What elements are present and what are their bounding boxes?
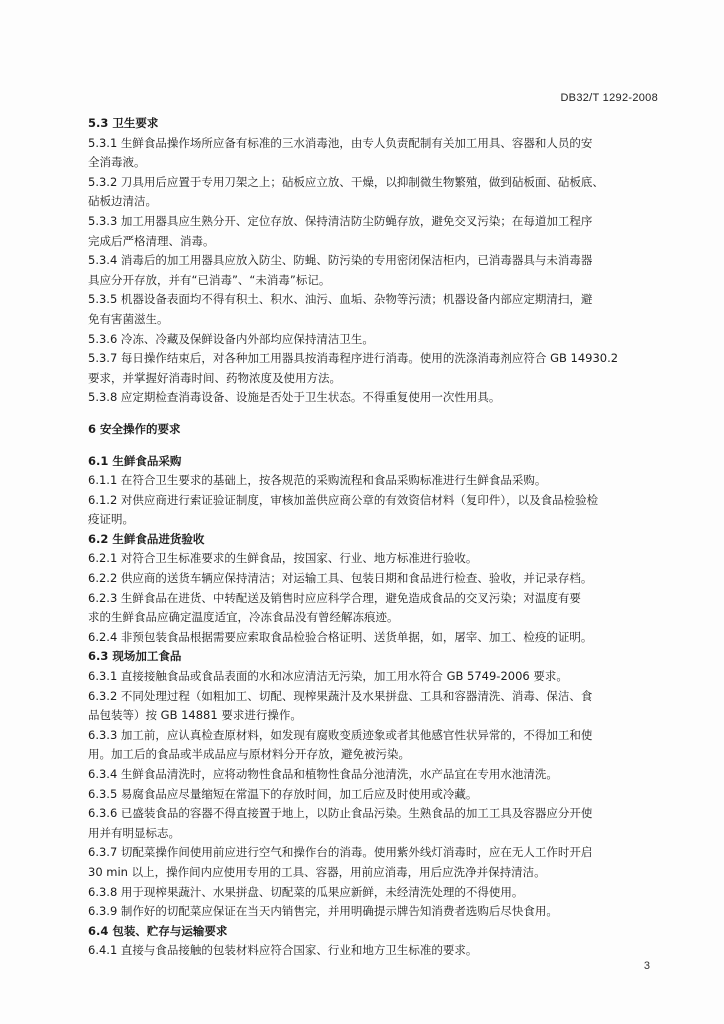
body-text-line: 6.3.4 生鲜食品清洗时，应将动物性食品和植物性食品分池清洗，水产品宜在专用水池清洗。 <box>88 767 558 781</box>
body-text-line: 6.3.7 切配菜操作间使用前应进行空气和操作台的消毒。使用紫外线灯消毒时，应在无人工作时开启 <box>88 845 593 860</box>
body-text-line: 6.3.8 用于现榨果蔬汁、水果拼盘、切配菜的瓜果应新鲜，未经清洗处理的不得使用。 <box>88 884 524 899</box>
body-text-line: 6.3.2 不同处理过程（如粗加工、切配、现榨果蔬汁及水果拼盘、工具和容器清洗、消毒、保洁、食 <box>88 688 593 703</box>
body-text-line: 6.3.5 易腐食品应尽量缩短在常温下的存放时间，加工后应及时使用或冷藏。 <box>88 786 478 801</box>
body-text-line: 6.2.2 供应商的送货车辆应保持清洁；对运输工具、包装日期和食品进行检查、验收，并记录存档。 <box>88 571 593 586</box>
body-text-line: 30 min 以上，操作间内应使用专用的工具、容器，用前应消毒，用后应洗净并保持清洁。 <box>88 864 546 879</box>
body-text-line: 5.3.6 冷冻、冷藏及保鲜设备内外部均应保持清洁卫生。 <box>88 331 374 346</box>
blank-line <box>88 440 664 452</box>
body-text-line: 具应分开存放，并有“已消毒”、“未消毒”标记。 <box>88 272 331 287</box>
body-text-line: 5.3.1 生鲜食品操作场所应备有标准的三水消毒池，由专人负责配制有关加工用具、容器和人员的安 <box>88 135 593 150</box>
body-text-line: 完成后严格清理、消毒。 <box>88 233 215 248</box>
body-text-line: 6.3.1 直接接触食品或食品表面的水和冰应清洁无污染，加工用水符合 GB 5749-2006 要求。 <box>88 669 568 684</box>
body-text-line: 5.3.3 加工用器具应生熟分开、定位存放、保持清洁防尘防蝇存放，避免交叉污染；在每道加工程序 <box>88 213 593 228</box>
body-text-line: 免有害菌滋生。 <box>88 311 169 326</box>
body-text-line: 5.3.7 每日操作结束后，对各种加工用器具按消毒程序进行消毒。使用的洗涤消毒剂应符合 GB 14930.2 <box>88 351 619 366</box>
body-text-line: 6.2.1 对符合卫生标准要求的生鲜食品，按国家、行业、地方标准进行验收。 <box>88 551 478 566</box>
body-text-line: 5.3.4 消毒后的加工用器具应放入防尘、防蝇、防污染的专用密闭保洁柜内，已消毒器具与未消毒器 <box>88 253 593 268</box>
body-text-line: 6.1.1 在符合卫生要求的基础上，按各规范的采购流程和食品采购标准进行生鲜食品采购。 <box>88 473 547 488</box>
body-text-line: 要求，并掌握好消毒时间、药物浓度及使用方法。 <box>88 370 341 385</box>
blank-line <box>88 408 664 420</box>
body-text-line: 用并有明显标志。 <box>88 825 180 840</box>
body-text-line: 5.3.5 机器设备表面均不得有积土、积水、油污、血垢、杂物等污渍；机器设备内部应定期清扫，避 <box>88 292 593 307</box>
section-heading: 5.3 卫生要求 <box>88 116 159 130</box>
body-text-line: 用。加工后的食品或半成品应与原材料分开存放，避免被污染。 <box>88 747 410 762</box>
body-text-line: 求的生鲜食品应确定温度适宜，冷冻食品没有曾经解冻痕迹。 <box>88 610 399 625</box>
body-text-line: 6.3.6 已盛装食品的容器不得直接置于地上，以防止食品污染。生熟食品的加工工具及容器应分开使 <box>88 806 593 821</box>
body-text-line: 品包装等）按 GB 14881 要求进行操作。 <box>88 708 302 723</box>
section-heading: 6.4 包装、贮存与运输要求 <box>88 923 228 938</box>
section-heading: 6.2 生鲜食品进货验收 <box>88 531 205 546</box>
body-text-line: 6.3.3 加工前，应认真检查原材料，如发现有腐败变质迹象或者其他感官性状异常的，不得加工和使 <box>88 727 593 742</box>
body-text-line: 全消毒液。 <box>88 155 146 170</box>
body-text-line: 疫证明。 <box>88 512 134 527</box>
body-text-line: 5.3.8 应定期检查消毒设备、设施是否处于卫生状态。不得重复使用一次性用具。 <box>88 390 501 405</box>
section-heading: 6 安全操作的要求 <box>88 421 181 436</box>
body-text-line: 砧板边清洁。 <box>88 194 157 209</box>
body-text-line: 6.2.3 生鲜食品在进货、中转配送及销售时应应科学合理，避免造成食品的交叉污染；对温度有要 <box>88 590 581 605</box>
body-text-line: 6.3.9 制作好的切配菜应保证在当天内销售完，并用明确提示牌告知消费者选购后尽快食用。 <box>88 904 558 919</box>
page-number: 3 <box>643 960 650 972</box>
section-heading: 6.1 生鲜食品采购 <box>88 453 182 468</box>
body-text-line: 6.1.2 对供应商进行索证验证制度，审核加盖供应商公章的有效资信材料（复印件），以及食品检验检 <box>88 492 599 507</box>
body-text-line: 5.3.2 刀具用后应置于专用刀架之上；砧板应立放、干燥，以抑制微生物繁殖，做到砧板面、砧板底、 <box>88 174 604 189</box>
document-body <box>88 114 664 961</box>
body-text-line: 6.2.4 非预包装食品根据需要应索取食品检验合格证明、送货单据，如，屠宰、加工、检疫的证明。 <box>88 629 593 644</box>
body-text-line: 6.4.1 直接与食品接触的包装材料应符合国家、行业和地方卫生标准的要求。 <box>88 943 478 958</box>
document-code: DB32/T 1292-2008 <box>560 92 658 104</box>
section-heading: 6.3 现场加工食品 <box>88 649 182 664</box>
